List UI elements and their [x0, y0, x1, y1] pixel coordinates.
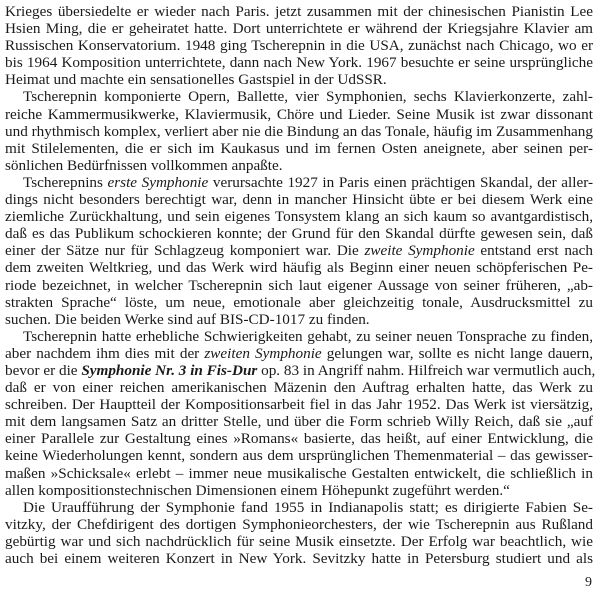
text-segment: ziemliche Zurückhaltung, und sein eigenes Tonsystem klang an sich kaum so avantgardistisch, — [5, 208, 593, 226]
text-segment: gebürtig war und sich nachdrücklich für seine Musik einsetzte. Der Erfolg war beachtlich, wie — [5, 532, 593, 550]
text-line — [5, 54, 593, 71]
text-line — [5, 259, 593, 276]
text-line — [5, 3, 593, 20]
text-segment: Die Uraufführung der Symphonie fand 1955 in Indianapolis statt; es dirigierte Fabien Se- — [23, 498, 593, 516]
text-line — [5, 396, 593, 413]
text-line — [5, 311, 593, 328]
text-line — [5, 465, 593, 482]
text-line — [5, 328, 593, 345]
text-segment: keine Wiederholungen kennt, sondern aus dem ursprünglichen Themenmaterial – das gewisser- — [5, 447, 593, 465]
text-line — [5, 499, 593, 516]
text-segment: strakten Sprache“ löste, um neue, emotionale aber gleichzeitig tonale, Ausdrucksmittel zu — [5, 293, 593, 311]
text-segment: auch bei einem weiteren Konzert in New York. Sevitzky hatte in Petersburg studiert und als — [5, 550, 593, 567]
text-line — [5, 379, 593, 396]
text-segment: reiche Kammermusikwerke, Klaviermusik, Chöre und Lieder. Seine Musik ist zwar dissonant — [5, 105, 593, 123]
text-line — [5, 242, 593, 259]
text-segment: mit Stilelementen, die er sich im Kaukasus und im fernen Osten aneignete, aber seinen per- — [5, 139, 593, 157]
text-line — [5, 516, 593, 533]
emphasized-title: Symphonie Nr. 3 in Fis-Dur — [81, 361, 258, 379]
emphasized-title: zweite Symphonie — [364, 242, 475, 260]
text-segment: einer Parallele zur Gestaltung eines »Romans« basierte, das heißt, auf einer Entwicklung, die — [5, 430, 593, 448]
text-line — [5, 157, 593, 174]
text-segment: bis 1964 Komposition unterrichtete, dann nach New York. 1967 besuchte er seine ursprüngliche — [5, 54, 593, 72]
paragraph — [5, 3, 593, 88]
text-segment: Hsien Ming, die er geheiratet hatte. Dort unterrichtete er während der Kriegsjahre Klavier am — [5, 20, 593, 38]
text-line — [5, 361, 596, 379]
paragraph — [5, 174, 593, 328]
text-segment: Tscherepnin hatte erhebliche Schwierigkeiten gehabt, zu seiner neuen Tonsprache zu finden, — [23, 327, 593, 345]
text-segment: und rhythmisch komplex, verliert aber nie die Bindung an das Tonale, häufig im Zusammenhang — [5, 122, 593, 140]
text-line — [5, 37, 593, 54]
text-segment: aber nachdem ihm dies mit der — [5, 344, 205, 362]
text-segment: einer der Sätze nur für Schlagzeug komponiert war. Die — [5, 242, 365, 260]
text-line — [5, 140, 593, 157]
emphasized-title: zweiten Symphonie — [204, 344, 322, 362]
text-segment: Tscherepnin komponierte Opern, Ballette, vier Symphonien, sechs Klavierkonzerte, zahl- — [23, 88, 593, 106]
text-segment: mit dem langsamen Satz an dritter Stelle, und über die Form schrieb Willy Reich, daß sie „auf — [5, 413, 593, 431]
text-line — [5, 71, 593, 88]
text-segment: entstand erst nach — [474, 242, 594, 260]
text-line — [5, 88, 593, 105]
page-number: 9 — [585, 575, 592, 590]
text-line — [5, 225, 593, 242]
text-segment: suchen. Die beiden Werke sind auf BIS-CD-1017 zu finden. — [5, 310, 370, 328]
text-line — [5, 430, 593, 447]
text-segment: vitzky, der Chefdirigent des dortigen Symphonieorchesters, der wie Tscherepnin aus Rußland — [5, 515, 593, 533]
emphasized-title: erste Symphonie — [107, 173, 209, 191]
text-line — [5, 123, 593, 140]
text-line — [5, 447, 593, 464]
text-segment: Krieges übersiedelte er wieder nach Paris. jetzt zusammen mit der chinesischen Pianistin Lee — [5, 3, 593, 20]
text-line — [5, 482, 593, 499]
text-segment: bevor er die — [5, 361, 82, 379]
text-segment: riode bezeichnet, in welcher Tscherepnin sich laut eigener Aussage von seiner früheren, „ab- — [5, 276, 593, 294]
text-segment: Tscherepnins — [23, 173, 108, 191]
text-line — [5, 174, 593, 191]
text-line — [5, 191, 593, 208]
text-segment: daß er von einer reichen amerikanischen Mäzenin den Auftrag erhalten hatte, das Werk zu — [5, 379, 593, 397]
text-segment: op. 83 in Angriff nahm. Hilfreich war vermutlich auch, — [257, 361, 596, 379]
text-line — [5, 106, 593, 123]
paragraph — [5, 88, 593, 173]
text-line — [5, 413, 593, 430]
text-segment: verursachte 1927 in Paris einen prächtigen Skandal, der aller- — [208, 173, 593, 191]
text-segment: dem zweiten Weltkrieg, und das Werk wird häufig als Beginn einer neuen schöpferischen Pe- — [5, 259, 593, 277]
text-segment: Russischen Konservatorium. 1948 ging Tscherepnin in die USA, zunächst nach Chicago, wo er — [5, 37, 593, 55]
text-segment: maßen »Schicksale« erlebt – immer neue musikalische Gestalten entwickelt, die schließlich in — [5, 464, 593, 482]
paragraph — [5, 499, 593, 567]
text-line — [5, 533, 593, 550]
text-segment: gelungen war, sollte es nicht lange dauern, — [321, 344, 593, 362]
text-segment: sönlichen Bedürfnissen vollkommen anpaßte. — [5, 156, 283, 174]
body-text — [5, 3, 596, 567]
text-line — [5, 294, 593, 311]
text-segment: allen kompositionstechnischen Dimensionen einem Höhepunkt zugeführt werden.“ — [5, 481, 510, 499]
text-segment: Heimat und machte ein sensationelles Gastspiel in der UdSSR. — [5, 71, 387, 89]
text-line — [5, 550, 593, 567]
text-line — [5, 345, 593, 362]
text-line — [5, 277, 593, 294]
text-segment: schreiben. Der Hauptteil der Kompositionsarbeit fiel in das Jahr 1952. Das Werk ist viersätzig, — [5, 396, 593, 414]
text-line — [5, 208, 593, 225]
paragraph — [5, 327, 596, 499]
text-line — [5, 20, 593, 37]
text-segment: daß es das Publikum schockieren konnte; der Grund für den Skandal dürfte gewesen sein, daß — [5, 225, 593, 243]
text-segment: dings nicht besonders berechtigt war, denn in mancher Hinsicht übte er bei diesem Werk eine — [5, 191, 593, 209]
